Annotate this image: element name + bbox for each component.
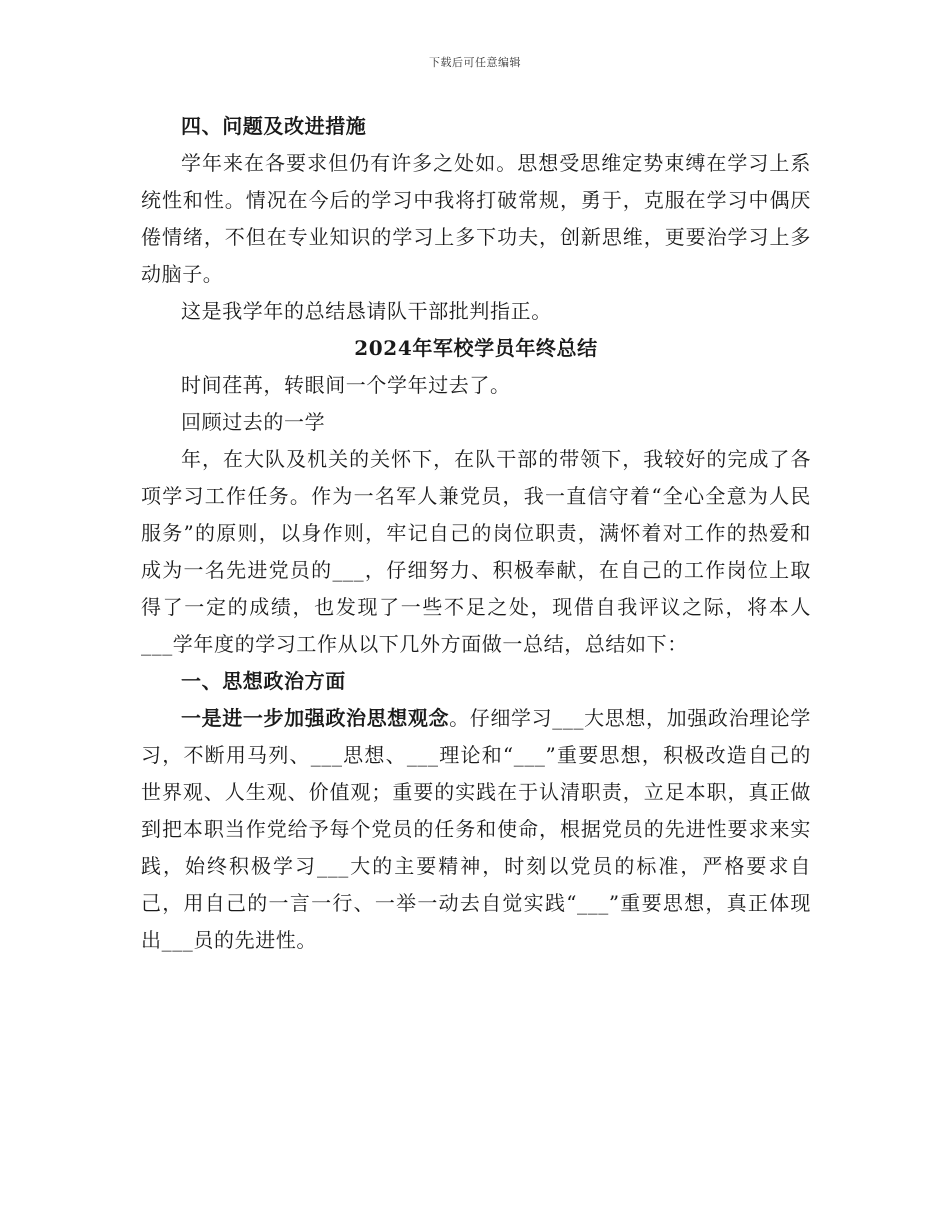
document-body: [141, 108, 811, 959]
paragraph: 时间荏苒，转眼间一个学年过去了。: [181, 373, 511, 397]
paragraph: 学年来在各要求但仍有许多之处如。思想受思维定势束缚在学习上系统性和性。情况在今后的学习中我将打破常规，勇于，克服在学习中偶厌倦情绪，不但在专业知识的学习上多下功夫，创新思维，更要治学习上多动脑子。: [141, 151, 811, 286]
section-heading-problems: 四、问题及改进措施: [181, 114, 367, 138]
paragraph: [141, 700, 811, 959]
paragraph: 回顾过去的一学: [181, 410, 326, 434]
paragraph-body: 。仔细学习___大思想，加强政治理论学习，不断用马列、___思想、___理论和“___”重要思想，积极改造自己的世界观、人生观、价值观；重要的实践在于认清职责，立足本职，真正做到把本职当作党给予每个党员的任务和使命，根据党员的先进性要求来实践，始终积极学习___大的主要精神，时刻以党员的标准，严格要求自己，用自己的一言一行、一举一动去自觉实践“___”重要思想，真正体现出___员的先进性。: [141, 706, 811, 952]
section-heading-political: 一、思想政治方面: [181, 669, 346, 693]
article-title: 2024年军校学员年终总结: [354, 336, 598, 360]
paragraph: 这是我学年的总结恳请队干部批判指正。: [181, 299, 552, 323]
paragraph: 年，在大队及机关的关怀下，在队干部的带领下，我较好的完成了各项学习工作任务。作为一名军人兼党员，我一直信守着“全心全意为人民服务”的原则，以身作则，牢记自己的岗位职责，满怀着对工作的热爱和成为一名先进党员的___，仔细努力、积极奉献，在自己的工作岗位上取得了一定的成绩，也发现了一些不足之处，现借自我评议之际，将本人___学年度的学习工作从以下几外方面做一总结，总结如下：: [141, 447, 811, 656]
page-header-note: 下载后可任意编辑: [429, 56, 521, 69]
paragraph-lead: 一是进一步加强政治思想观念: [181, 706, 450, 730]
